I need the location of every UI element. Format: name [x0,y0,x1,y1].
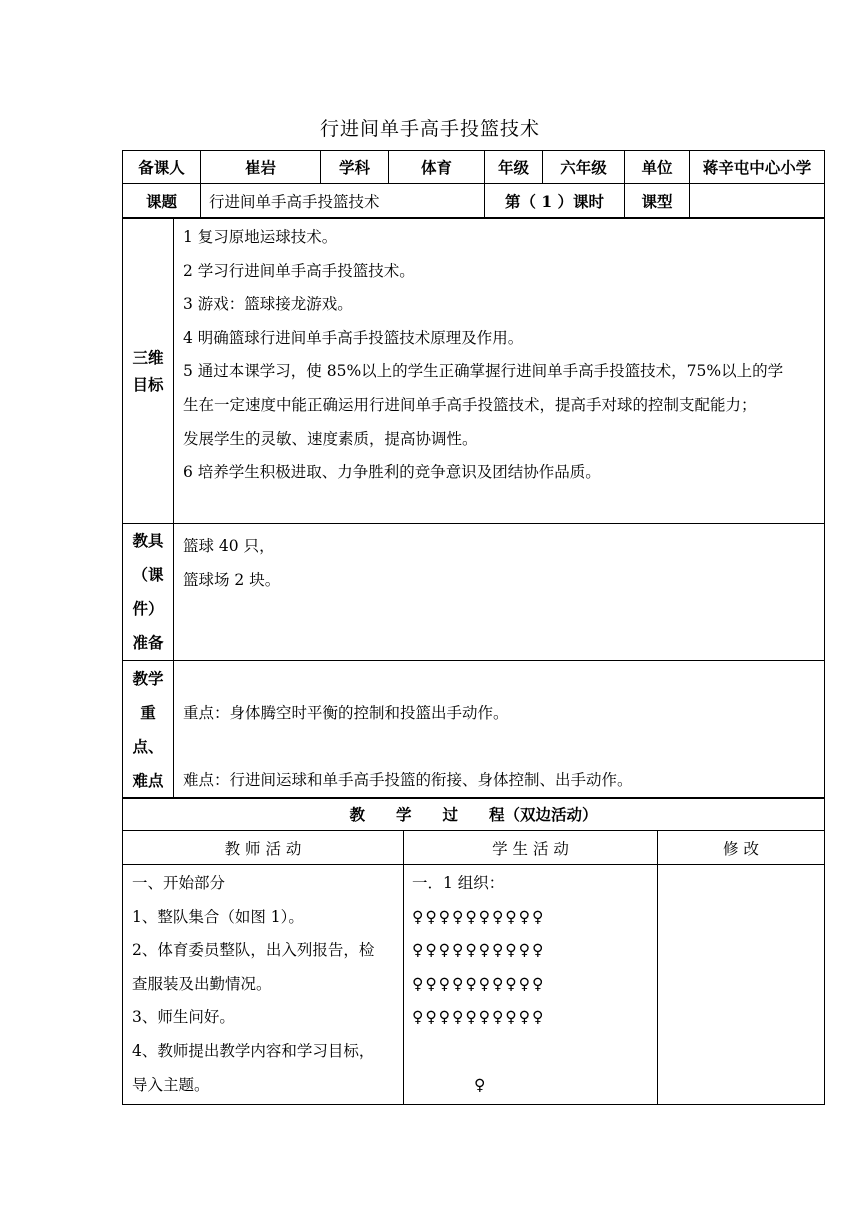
student-activity-content [404,865,658,1105]
objective-line: 3 游戏：篮球接龙游戏。 [183,295,353,314]
objective-line: 4 明确篮球行进间单手高手投篮技术原理及作用。 [183,328,524,347]
lesson-type-value [690,184,825,219]
equipment-row [123,524,825,661]
equipment-label-line: 准备 [132,633,164,652]
subject-label: 学科 [321,151,389,184]
objective-line: 生在一定速度中能正确运用行进间单手高手投篮技术，提高手对球的控制支配能力； [183,395,757,414]
objective-line: 2 学习行进间单手高手投篮技术。 [183,261,415,280]
objective-line: 发展学生的灵敏、速度素质，提高协调性。 [183,429,478,448]
lesson-number: 第（ 1 ）课时 [485,184,625,219]
objective-line: 1 复习原地运球技术。 [183,228,338,246]
formation-row: ♀♀♀♀♀♀♀♀♀♀ [412,907,546,926]
equipment-label [123,524,174,661]
key-points-label [123,661,174,799]
formation-row: ♀♀♀♀♀♀♀♀♀♀ [412,974,546,993]
unit-label: 单位 [625,151,690,184]
student-activity-header: 学 生 活 动 [404,831,658,865]
key-points-label-line: 重 [140,702,156,722]
key-point-text: 重点：身体腾空时平衡的控制和投篮出手动作。 [183,704,509,722]
teacher-position-symbol: ♀ [474,1075,486,1094]
teacher-line: 1、整队集合（如图 1）。 [132,907,304,926]
process-header-row [123,831,825,865]
preparer-label: 备课人 [123,151,201,184]
key-points-label-line: 教学 [132,668,164,688]
topic-value: 行进间单手高手投篮技术 [201,184,485,219]
key-points-label-line: 点、 [132,736,164,756]
key-points-label-line: 难点 [132,770,164,790]
objective-line: 5 通过本课学习，使 85%以上的学生正确掌握行进间单手高手投篮技术，75%以上的学 [183,362,784,381]
student-line: 一．1 组织： [412,874,505,892]
process-content-row [123,865,825,1105]
formation-row: ♀♀♀♀♀♀♀♀♀♀ [412,941,546,960]
equipment-label-line: （课 [132,565,164,584]
teacher-line: 查服装及出勤情况。 [132,974,272,993]
student-line-blank [412,1035,657,1069]
header-row [123,151,825,184]
equipment-label-line: 件） [132,599,164,618]
lesson-detail-table [122,217,825,799]
unit-value: 蒋辛屯中心小学 [690,151,825,184]
objectives-label [123,218,174,524]
grade-value: 六年级 [543,151,625,184]
document-title: 行进间单手高手投篮技术 [319,118,540,140]
objectives-content [174,218,825,524]
teacher-line: 一、开始部分 [132,874,226,892]
process-title-row [123,798,825,831]
teaching-process-table [122,797,825,1105]
teacher-line: 4、教师提出教学内容和学习目标， [132,1041,375,1060]
preparer-value: 崔岩 [201,151,321,184]
teacher-line: 导入主题。 [132,1075,210,1094]
objectives-label-line: 三维 [132,347,164,367]
equipment-label-line: 教具 [132,531,164,550]
objectives-label-line: 目标 [132,374,164,394]
teacher-line: 3、师生问好。 [132,1008,235,1027]
topic-label: 课题 [123,184,201,219]
equipment-content [174,524,825,661]
process-title: 教 学 过 程（双边活动） [123,798,825,831]
key-points-content [174,661,825,799]
objectives-row [123,218,825,524]
subject-value: 体育 [389,151,485,184]
teacher-activity-header: 教 师 活 动 [123,831,404,865]
key-points-row [123,661,825,799]
equipment-line: 篮球 40 只， [183,537,275,555]
teacher-line: 2、体育委员整队，出入列报告，检 [132,941,375,960]
grade-label: 年级 [485,151,543,184]
lesson-info-table [122,150,825,219]
revise-content [658,865,825,1105]
objective-line: 6 培养学生积极进取、力争胜利的竞争意识及团结协作品质。 [183,463,601,482]
equipment-line: 篮球场 2 块。 [183,570,281,589]
difficulty-text: 难点：行进间运球和单手高手投篮的衔接、身体控制、出手动作。 [183,771,633,789]
formation-row: ♀♀♀♀♀♀♀♀♀♀ [412,1008,546,1027]
teacher-activity-content [123,865,404,1105]
revise-header: 修 改 [658,831,825,865]
topic-row [123,184,825,219]
lesson-type-label: 课型 [625,184,690,219]
